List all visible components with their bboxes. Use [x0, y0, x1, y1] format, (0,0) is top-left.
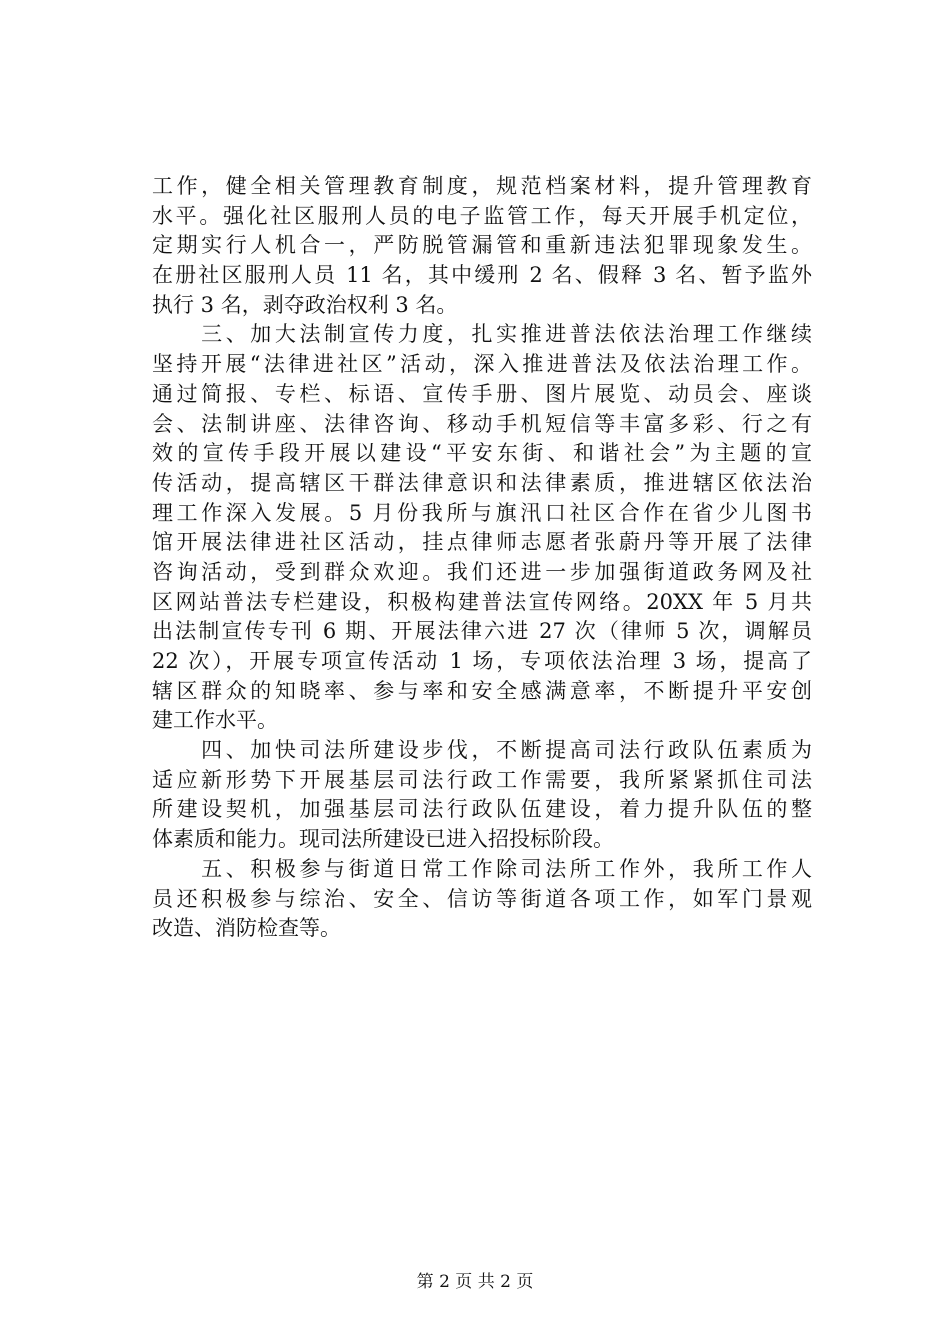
text-line: 理工作深入发展。5 月份我所与旗汛口社区合作在省少儿图书: [152, 500, 812, 525]
text-line: 坚持开展“法律进社区”活动，深入推进普法及依法治理工作。: [152, 352, 812, 377]
text-line: 员还积极参与综治、安全、信访等街道各项工作，如军门景观: [152, 886, 812, 911]
text-line: 22 次），开展专项宣传活动 1 场，专项依法治理 3 场，提高了: [152, 649, 812, 673]
text-line: 三、加大法制宣传力度，扎实推进普法依法治理工作继续: [152, 322, 812, 347]
text-line: 效的宣传手段开展以建设“平安东街、和谐社会”为主题的宣: [152, 441, 812, 466]
text-line: 传活动，提高辖区干群法律意识和法律素质，推进辖区依法治: [152, 470, 812, 495]
text-line: 会、法制讲座、法律咨询、移动手机短信等丰富多彩、行之有: [152, 411, 812, 436]
text-line: 馆开展法律进社区活动，挂点律师志愿者张蔚丹等开展了法律: [152, 530, 812, 555]
text-line: 区网站普法专栏建设，积极构建普法宣传网络。20XX 年 5 月共: [152, 589, 812, 614]
text-line: 定期实行人机合一，严防脱管漏管和重新违法犯罪现象发生。: [152, 233, 812, 258]
text-line: 辖区群众的知晓率、参与率和安全感满意率，不断提升平安创: [152, 678, 812, 703]
text-line: 建工作水平。: [152, 708, 278, 733]
document-body: [152, 172, 812, 944]
text-line: 改造、消防检查等。: [152, 916, 341, 941]
text-line: 体素质和能力。现司法所建设已进入招投标阶段。: [152, 827, 614, 852]
text-line: 执行 3 名，剥夺政治权利 3 名。: [152, 292, 458, 317]
text-line: 四、加快司法所建设步伐，不断提高司法行政队伍素质为: [152, 738, 812, 763]
text-line: 出法制宣传专刊 6 期、开展法律六进 27 次（律师 5 次，调解员: [152, 619, 812, 644]
text-line: 适应新形势下开展基层司法行政工作需要，我所紧紧抓住司法: [152, 767, 812, 792]
text-line: 所建设契机，加强基层司法行政队伍建设，着力提升队伍的整: [152, 797, 812, 822]
text-line: 在册社区服刑人员 11 名，其中缓刑 2 名、假释 3 名、暂予监外: [152, 263, 812, 288]
text-line: 水平。强化社区服刑人员的电子监管工作，每天开展手机定位，: [152, 203, 812, 228]
text-line: 五、积极参与街道日常工作除司法所工作外，我所工作人: [152, 856, 812, 881]
text-line: 通过简报、专栏、标语、宣传手册、图片展览、动员会、座谈: [152, 381, 812, 406]
text-line: 工作，健全相关管理教育制度，规范档案材料，提升管理教育: [152, 174, 812, 198]
text-line: 咨询活动，受到群众欢迎。我们还进一步加强街道政务网及社: [152, 559, 812, 584]
page-footer: 第 2 页 共 2 页: [416, 1272, 534, 1292]
